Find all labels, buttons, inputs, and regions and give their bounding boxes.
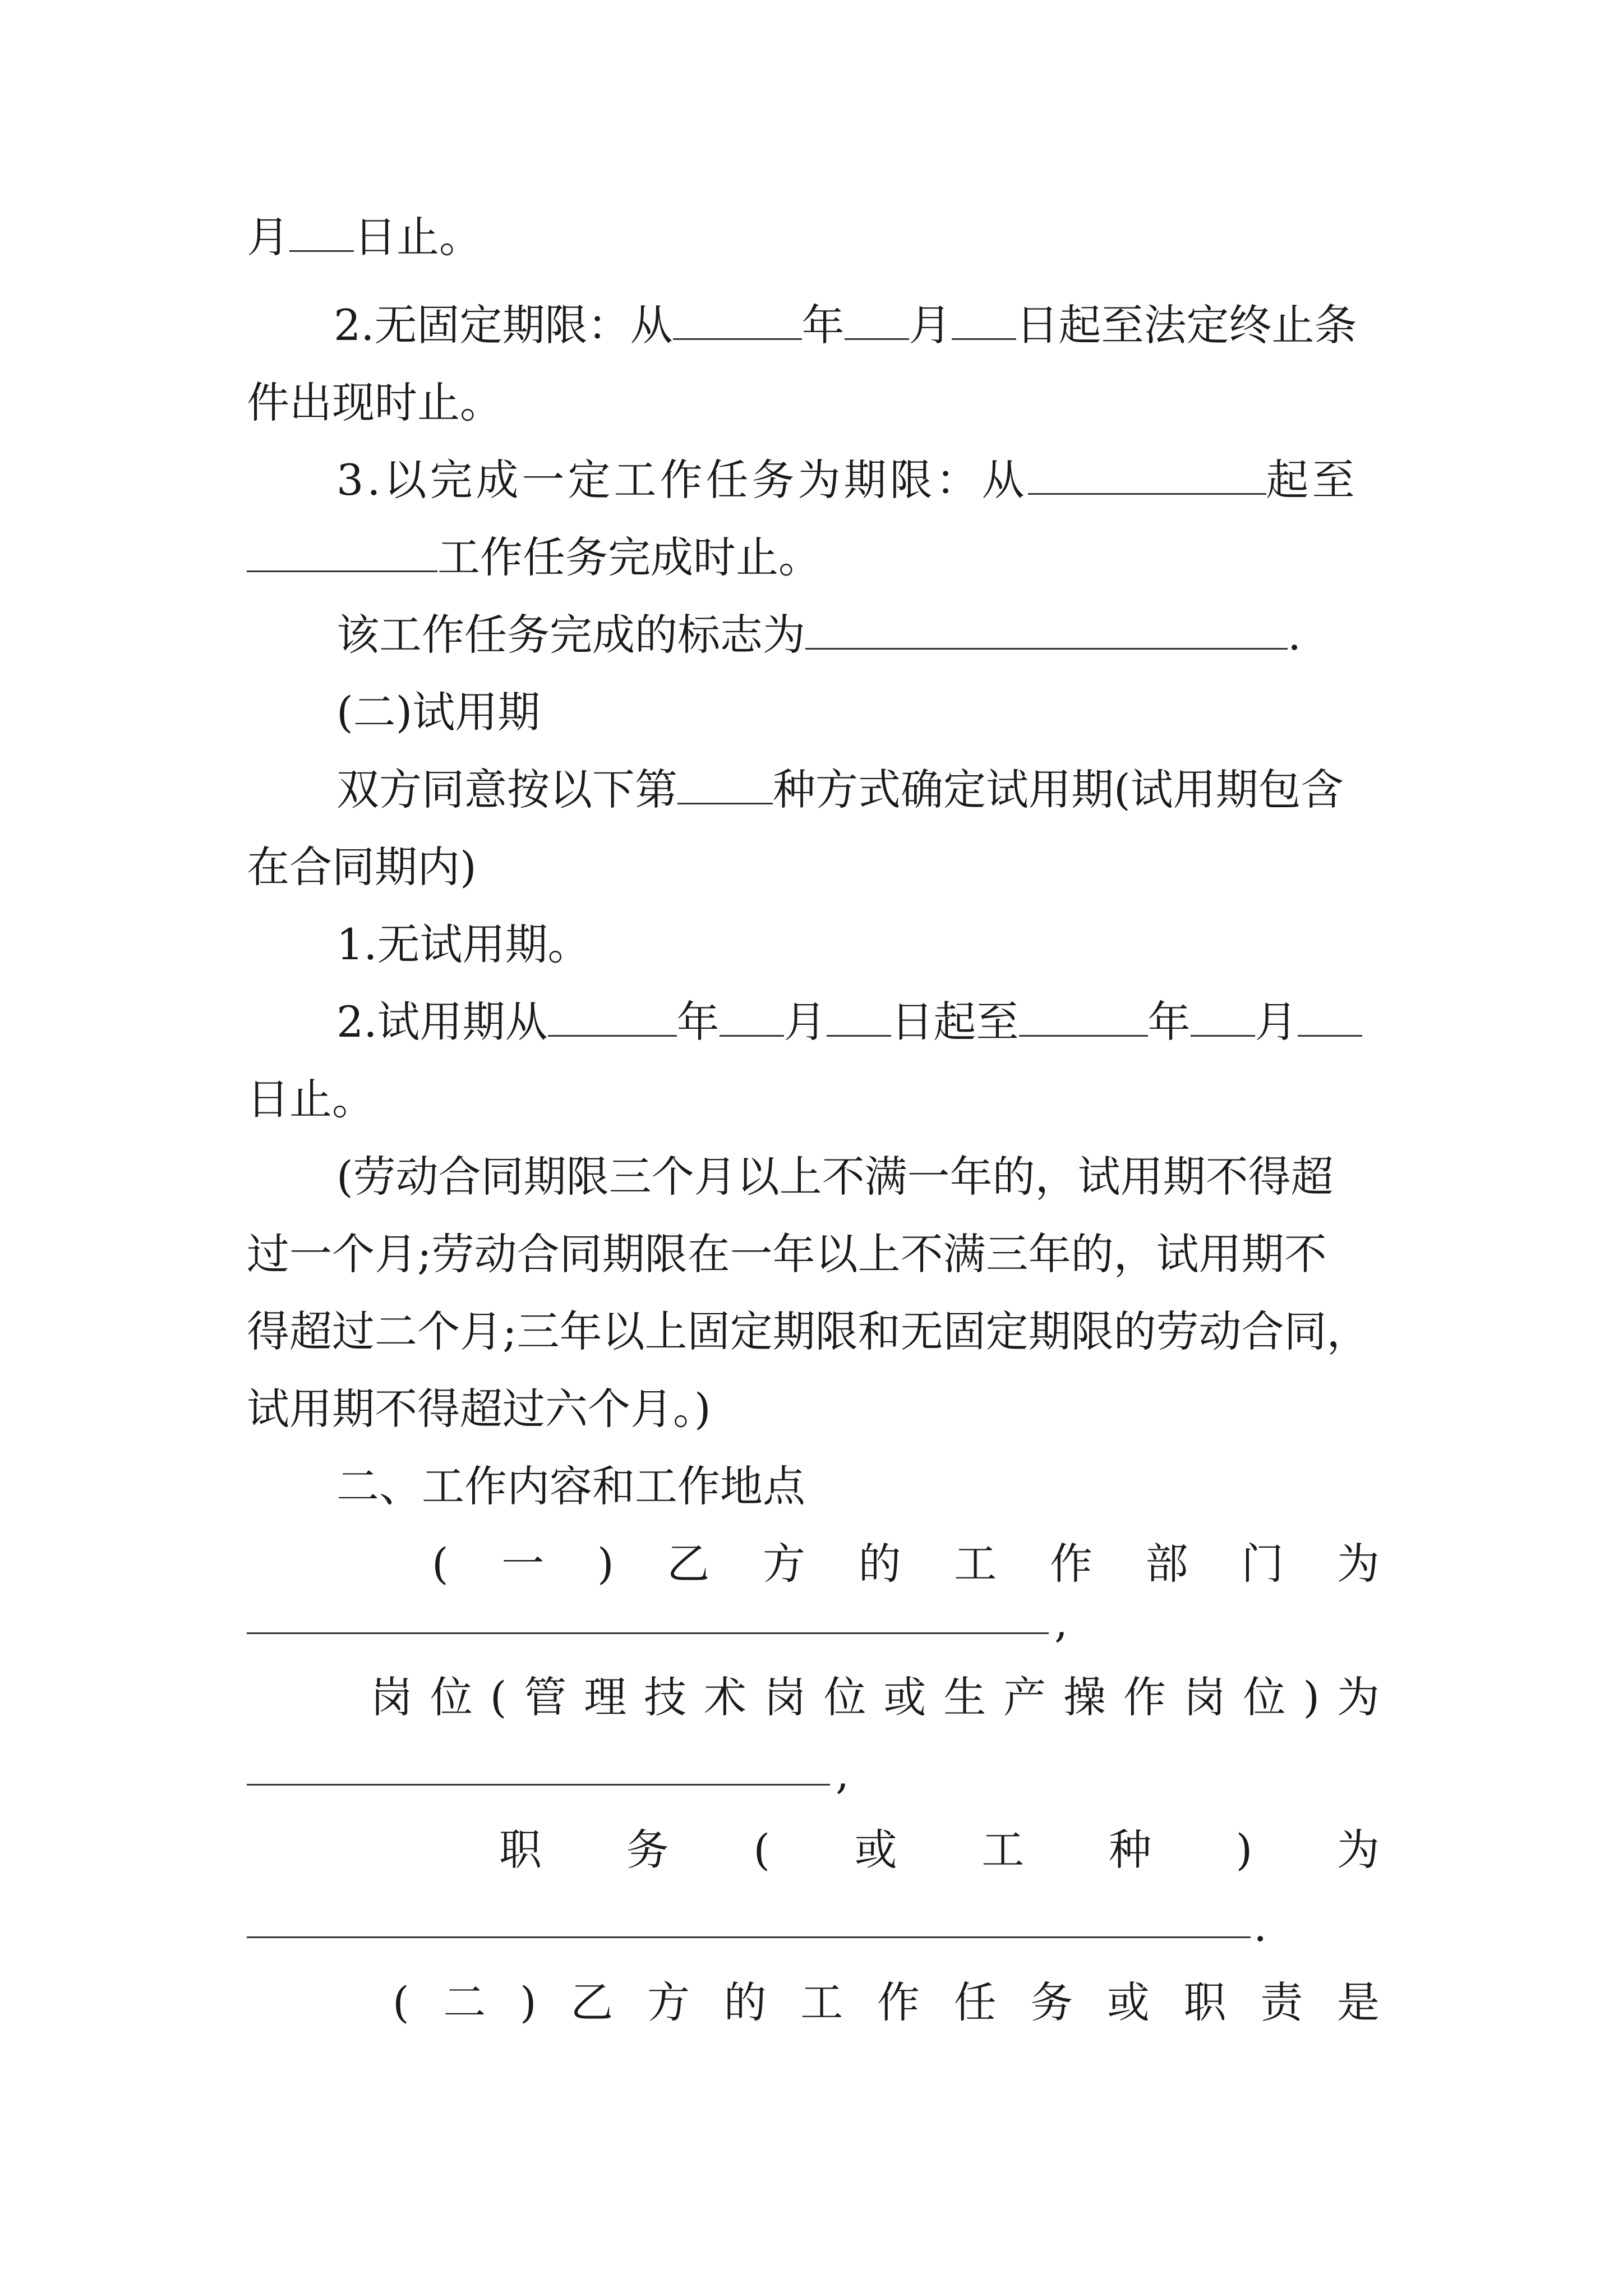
glyph: 或 xyxy=(883,1672,926,1722)
blank-field[interactable] xyxy=(548,1000,677,1037)
blank-field[interactable] xyxy=(845,303,909,340)
text: 月 xyxy=(1255,997,1298,1047)
glyph: 二 xyxy=(443,1977,486,2027)
probation-heading xyxy=(336,684,540,740)
glyph: 作 xyxy=(1049,1539,1092,1589)
blank-field[interactable] xyxy=(247,1784,830,1786)
text: 日起至 xyxy=(891,997,1019,1047)
text: 年 xyxy=(801,300,845,350)
glyph: 任 xyxy=(953,1977,997,2027)
glyph: 管 xyxy=(524,1672,567,1722)
glyph: 岗 xyxy=(763,1672,806,1722)
text: (二)试用期 xyxy=(336,687,541,737)
glyph: 责 xyxy=(1260,1977,1303,2027)
glyph: 种 xyxy=(1108,1825,1151,1875)
post-end-punct xyxy=(836,1746,849,1802)
glyph: 位 xyxy=(1243,1672,1286,1722)
glyph: 方 xyxy=(762,1539,805,1589)
probation-note-1 xyxy=(336,1149,1334,1205)
text: 3.以完成一定工作任务为期限：从 xyxy=(336,455,1028,505)
text: (劳动合同期限三个月以上不满一年的，试用期不得超 xyxy=(336,1152,1334,1202)
blank-field[interactable] xyxy=(1028,458,1266,495)
glyph: ( xyxy=(490,1672,507,1722)
glyph: 位 xyxy=(823,1672,866,1722)
glyph: 乙 xyxy=(570,1977,614,2027)
dept-end-punct xyxy=(1054,1594,1068,1650)
text: 种方式确定试用期(试用期包含 xyxy=(773,765,1344,815)
text: 二、工作内容和工作地点 xyxy=(336,1461,805,1511)
glyph: 职 xyxy=(1183,1977,1227,2027)
text: 日止。 xyxy=(354,212,482,262)
glyph: 的 xyxy=(858,1539,901,1589)
glyph: 部 xyxy=(1145,1539,1188,1589)
glyph: 务 xyxy=(1030,1977,1073,2027)
probation-option-1 xyxy=(336,917,591,973)
work-dept-line xyxy=(432,1536,1380,1592)
text: 月 xyxy=(909,300,952,350)
glyph: 操 xyxy=(1063,1672,1106,1722)
text: , xyxy=(1054,1597,1068,1647)
glyph: 作 xyxy=(1123,1672,1166,1722)
text: 年 xyxy=(676,997,720,1047)
text: 在合同期内) xyxy=(247,842,477,892)
text: 月 xyxy=(783,997,827,1047)
duty-end-punct xyxy=(1253,1898,1267,1954)
text: 件出现时止。 xyxy=(247,378,502,427)
glyph: 生 xyxy=(943,1672,986,1722)
glyph: 为 xyxy=(1336,1539,1380,1589)
glyph: 工 xyxy=(800,1977,843,2027)
text: 1.无试用期。 xyxy=(336,919,591,969)
text: 双方同意按以下第 xyxy=(336,765,677,815)
blank-field[interactable] xyxy=(289,215,354,252)
blank-field[interactable] xyxy=(952,303,1016,340)
glyph: 位 xyxy=(430,1672,473,1722)
glyph: ( xyxy=(393,1977,409,2027)
probation-choose-line xyxy=(336,762,1344,818)
text: 试用期不得超过六个月。) xyxy=(247,1384,711,1434)
glyph: 工 xyxy=(954,1539,997,1589)
blank-field[interactable] xyxy=(827,1000,891,1037)
glyph: 或 xyxy=(1106,1977,1150,2027)
no-fixed-term-line xyxy=(334,297,1357,353)
glyph: 作 xyxy=(877,1977,920,2027)
probation-note-3 xyxy=(247,1304,1370,1360)
blank-field[interactable] xyxy=(720,1000,784,1037)
work-duty-line xyxy=(499,1822,1380,1878)
glyph: 技 xyxy=(643,1672,686,1722)
glyph: 理 xyxy=(584,1672,627,1722)
blank-field[interactable] xyxy=(673,303,802,340)
glyph: 职 xyxy=(499,1825,542,1875)
glyph: 术 xyxy=(703,1672,746,1722)
blank-field[interactable] xyxy=(247,536,437,572)
glyph: ( xyxy=(753,1825,770,1875)
probation-option-2 xyxy=(336,994,1362,1050)
glyph: ) xyxy=(519,1977,537,2027)
blank-field[interactable] xyxy=(247,1632,1049,1634)
blank-field[interactable] xyxy=(1191,1000,1255,1037)
blank-field[interactable] xyxy=(1019,1000,1148,1037)
glyph: 产 xyxy=(1003,1672,1046,1722)
glyph: 为 xyxy=(1336,1825,1380,1875)
glyph: ) xyxy=(597,1539,614,1589)
text: 起至 xyxy=(1266,455,1358,505)
text: 得超过二个月;三年以上固定期限和无固定期限的劳动合同， xyxy=(247,1306,1370,1356)
glyph: 务 xyxy=(626,1825,669,1875)
probation-option-2-end xyxy=(247,1071,375,1128)
text: . xyxy=(1253,1901,1267,1951)
probation-note-2 xyxy=(247,1226,1327,1282)
glyph: 或 xyxy=(854,1825,897,1875)
probation-note-4 xyxy=(247,1381,711,1437)
work-task-line xyxy=(393,1975,1380,2031)
text: 日起至法定终止条 xyxy=(1016,300,1357,350)
term-fixed-end-line xyxy=(247,209,482,265)
text: 工作任务完成时止。 xyxy=(437,532,821,582)
blank-field[interactable] xyxy=(247,1936,1251,1938)
task-term-line-2 xyxy=(247,530,821,586)
glyph: 乙 xyxy=(667,1539,710,1589)
glyph: 岗 xyxy=(1183,1672,1226,1722)
glyph: 方 xyxy=(647,1977,690,2027)
text: 过一个月;劳动合同期限在一年以上不满三年的，试用期不 xyxy=(247,1229,1327,1279)
text: 月 xyxy=(247,212,289,262)
text: 2.无固定期限：从 xyxy=(334,300,673,350)
glyph: 是 xyxy=(1336,1977,1380,2027)
blank-field[interactable] xyxy=(677,768,773,804)
glyph: 一 xyxy=(501,1539,545,1589)
text: 该工作任务完成的标志为 xyxy=(336,610,805,660)
glyph: 为 xyxy=(1336,1672,1380,1722)
work-heading xyxy=(336,1458,805,1515)
glyph: 的 xyxy=(723,1977,767,2027)
text: 2.试用期从 xyxy=(336,997,548,1047)
glyph: 岗 xyxy=(370,1672,413,1722)
glyph: 门 xyxy=(1241,1539,1284,1589)
blank-field[interactable] xyxy=(1298,1000,1362,1037)
work-post-line xyxy=(370,1669,1380,1726)
glyph: ) xyxy=(1235,1825,1253,1875)
text: , xyxy=(836,1749,850,1798)
no-fixed-term-line-2 xyxy=(247,375,502,431)
glyph: ( xyxy=(432,1539,449,1589)
probation-choose-line-2 xyxy=(247,839,477,895)
task-mark-line xyxy=(336,607,1301,663)
text: . xyxy=(1288,610,1302,660)
task-term-line xyxy=(336,452,1358,508)
text: 日止。 xyxy=(247,1074,375,1124)
blank-field[interactable] xyxy=(805,613,1288,650)
glyph: ) xyxy=(1303,1672,1320,1722)
text: 年 xyxy=(1147,997,1191,1047)
glyph: 工 xyxy=(981,1825,1025,1875)
